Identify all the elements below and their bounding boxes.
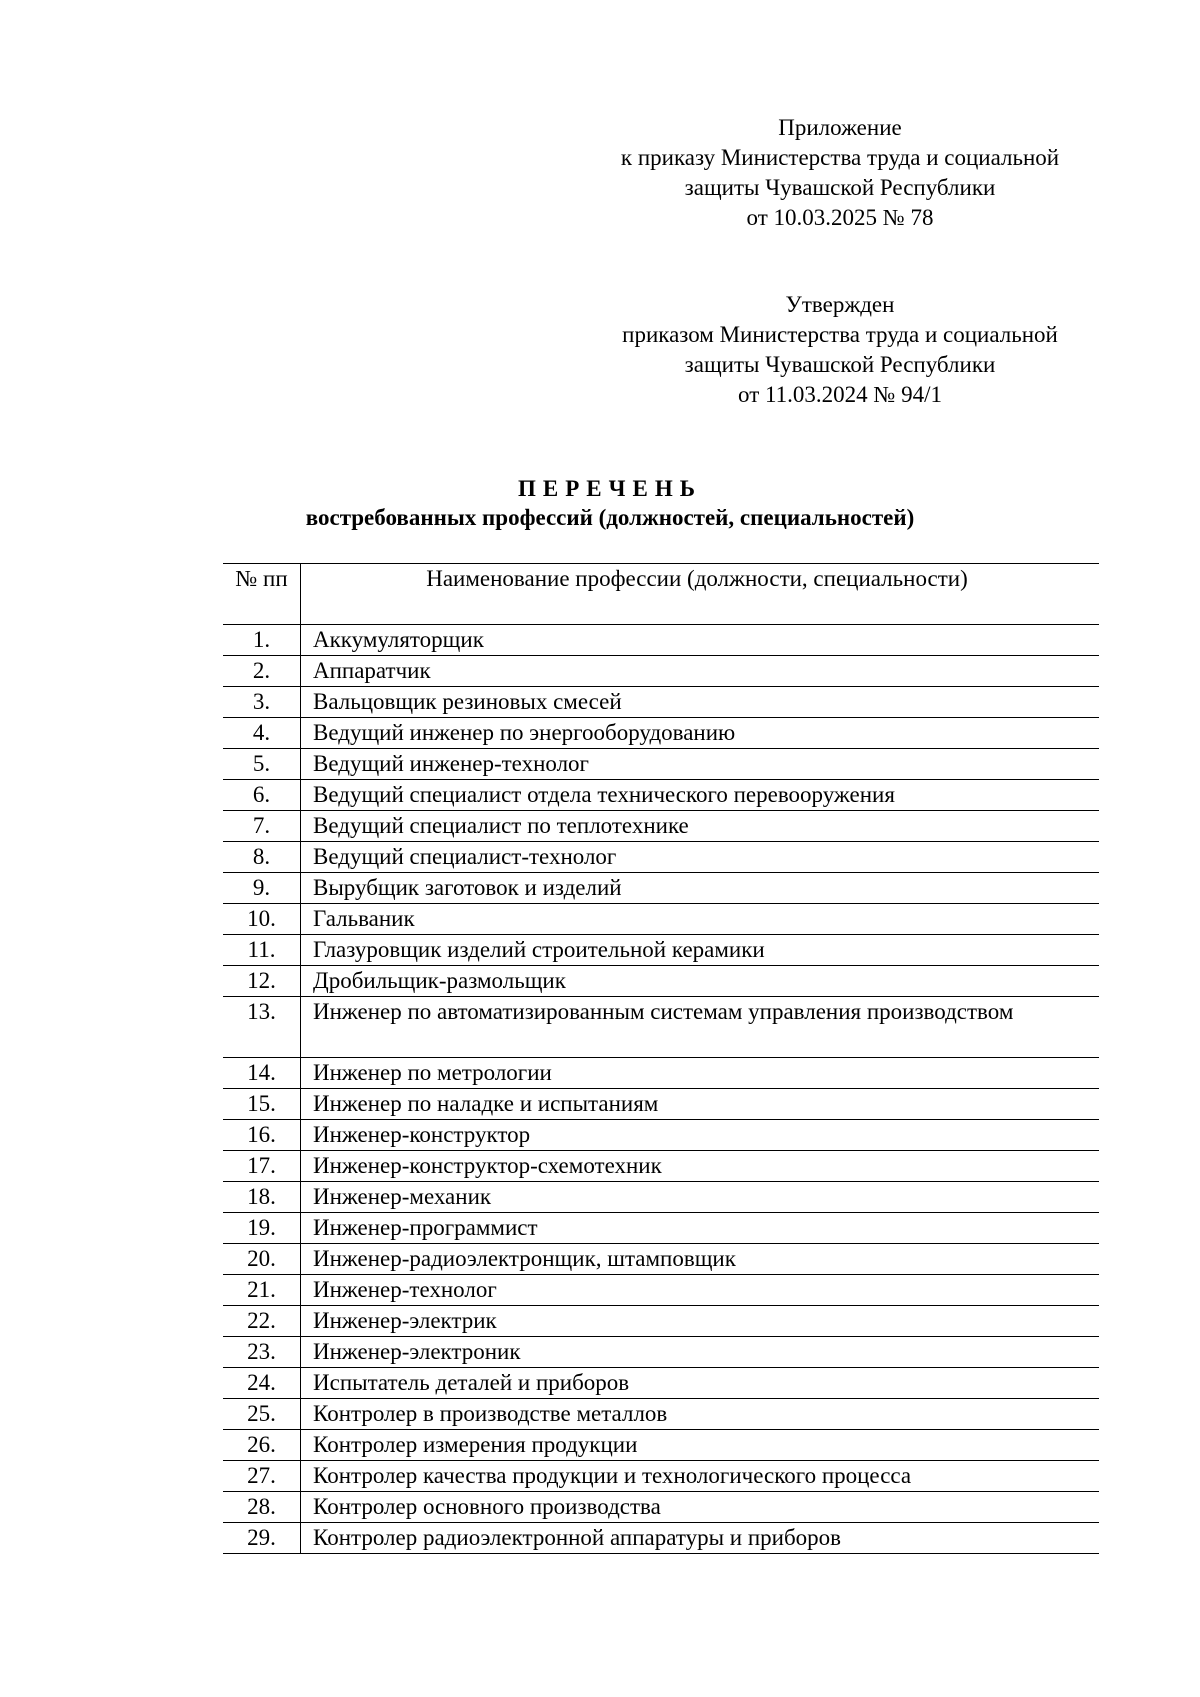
row-profession-name: Дробильщик-размольщик (301, 966, 1100, 997)
row-number: 7. (223, 811, 301, 842)
row-number: 23. (223, 1337, 301, 1368)
row-profession-name: Контролер радиоэлектронной аппаратуры и приборов (301, 1523, 1100, 1554)
row-number: 11. (223, 935, 301, 966)
table-row (223, 1058, 1099, 1089)
row-profession-name: Ведущий инженер-технолог (301, 749, 1100, 780)
table-header-row (223, 564, 1099, 625)
appendix-line-1: Приложение (778, 115, 902, 140)
row-number: 21. (223, 1275, 301, 1306)
row-profession-name: Контролер в производстве металлов (301, 1399, 1100, 1430)
table-row (223, 656, 1099, 687)
row-profession-name: Инженер-технолог (301, 1275, 1100, 1306)
row-profession-name: Инженер-электроник (301, 1337, 1100, 1368)
row-number: 6. (223, 780, 301, 811)
approved-line-3: защиты Чувашской Республики (684, 352, 996, 377)
document-subtitle: востребованных профессий (должностей, специальностей) (305, 505, 915, 530)
row-number: 8. (223, 842, 301, 873)
row-profession-name: Гальваник (301, 904, 1100, 935)
row-profession-name: Контролер измерения продукции (301, 1430, 1100, 1461)
row-number: 2. (223, 656, 301, 687)
table-row (223, 1430, 1099, 1461)
row-number: 17. (223, 1151, 301, 1182)
table-row (223, 1306, 1099, 1337)
row-number: 3. (223, 687, 301, 718)
table-row (223, 1523, 1099, 1554)
table-row (223, 997, 1099, 1058)
row-profession-name: Испытатель деталей и приборов (301, 1368, 1100, 1399)
table-row (223, 811, 1099, 842)
row-profession-name: Ведущий специалист-технолог (301, 842, 1100, 873)
row-profession-name: Аппаратчик (301, 656, 1100, 687)
appendix-line-3: защиты Чувашской Республики (684, 175, 996, 200)
table-row (223, 966, 1099, 997)
row-profession-name: Аккумуляторщик (301, 625, 1100, 656)
table-row (223, 842, 1099, 873)
table-row (223, 1399, 1099, 1430)
row-number: 24. (223, 1368, 301, 1399)
table-row (223, 1492, 1099, 1523)
professions-table (223, 563, 1099, 1554)
table-row (223, 1244, 1099, 1275)
row-number: 16. (223, 1120, 301, 1151)
table-row (223, 687, 1099, 718)
row-profession-name: Инженер-электрик (301, 1306, 1100, 1337)
table-row (223, 1337, 1099, 1368)
row-number: 25. (223, 1399, 301, 1430)
approved-line-2: приказом Министерства труда и социальной (622, 322, 1058, 347)
row-profession-name: Контролер качества продукции и технологического процесса (301, 1461, 1100, 1492)
row-profession-name: Вальцовщик резиновых смесей (301, 687, 1100, 718)
row-profession-name: Контролер основного производства (301, 1492, 1100, 1523)
row-number: 29. (223, 1523, 301, 1554)
row-profession-name: Инженер-механик (301, 1182, 1100, 1213)
table-row (223, 718, 1099, 749)
table-row (223, 1368, 1099, 1399)
document-title: ПЕРЕЧЕНЬ (518, 476, 702, 501)
row-number: 28. (223, 1492, 301, 1523)
row-profession-name: Ведущий инженер по энергооборудованию (301, 718, 1100, 749)
table-row (223, 1089, 1099, 1120)
table-row (223, 625, 1099, 656)
row-profession-name: Вырубщик заготовок и изделий (301, 873, 1100, 904)
row-profession-name: Инженер-программист (301, 1213, 1100, 1244)
row-number: 22. (223, 1306, 301, 1337)
row-profession-name: Инженер по автоматизированным системам управления производством (301, 997, 1100, 1058)
row-number: 10. (223, 904, 301, 935)
row-number: 19. (223, 1213, 301, 1244)
row-number: 4. (223, 718, 301, 749)
appendix-line-4: от 10.03.2025 № 78 (746, 205, 934, 230)
table-row (223, 1461, 1099, 1492)
row-profession-name: Ведущий специалист отдела технического перевооружения (301, 780, 1100, 811)
appendix-line-2: к приказу Министерства труда и социальной (620, 145, 1060, 170)
row-number: 15. (223, 1089, 301, 1120)
row-number: 14. (223, 1058, 301, 1089)
row-number: 5. (223, 749, 301, 780)
approved-block (580, 290, 1100, 410)
row-number: 27. (223, 1461, 301, 1492)
row-profession-name: Инженер по метрологии (301, 1058, 1100, 1089)
table-body (223, 625, 1099, 1554)
approved-line-1: Утвержден (785, 292, 895, 317)
row-profession-name: Инженер-конструктор-схемотехник (301, 1151, 1100, 1182)
approved-line-4: от 11.03.2024 № 94/1 (738, 382, 942, 407)
row-profession-name: Глазуровщик изделий строительной керамики (301, 935, 1100, 966)
row-number: 13. (223, 997, 301, 1058)
table-row (223, 873, 1099, 904)
row-number: 20. (223, 1244, 301, 1275)
table-row (223, 1120, 1099, 1151)
row-profession-name: Инженер-радиоэлектронщик, штамповщик (301, 1244, 1100, 1275)
table-row (223, 1275, 1099, 1306)
appendix-block (580, 113, 1100, 233)
table-row (223, 749, 1099, 780)
table-row (223, 935, 1099, 966)
row-number: 26. (223, 1430, 301, 1461)
table-row (223, 780, 1099, 811)
header-number: № пп (223, 564, 301, 625)
row-profession-name: Инженер по наладке и испытаниям (301, 1089, 1100, 1120)
row-number: 9. (223, 873, 301, 904)
table-row (223, 1182, 1099, 1213)
row-number: 1. (223, 625, 301, 656)
table-row (223, 1213, 1099, 1244)
row-profession-name: Инженер-конструктор (301, 1120, 1100, 1151)
table-row (223, 1151, 1099, 1182)
header-profession-name: Наименование профессии (должности, специальности) (301, 564, 1100, 625)
row-number: 12. (223, 966, 301, 997)
row-profession-name: Ведущий специалист по теплотехнике (301, 811, 1100, 842)
row-number: 18. (223, 1182, 301, 1213)
table-row (223, 904, 1099, 935)
